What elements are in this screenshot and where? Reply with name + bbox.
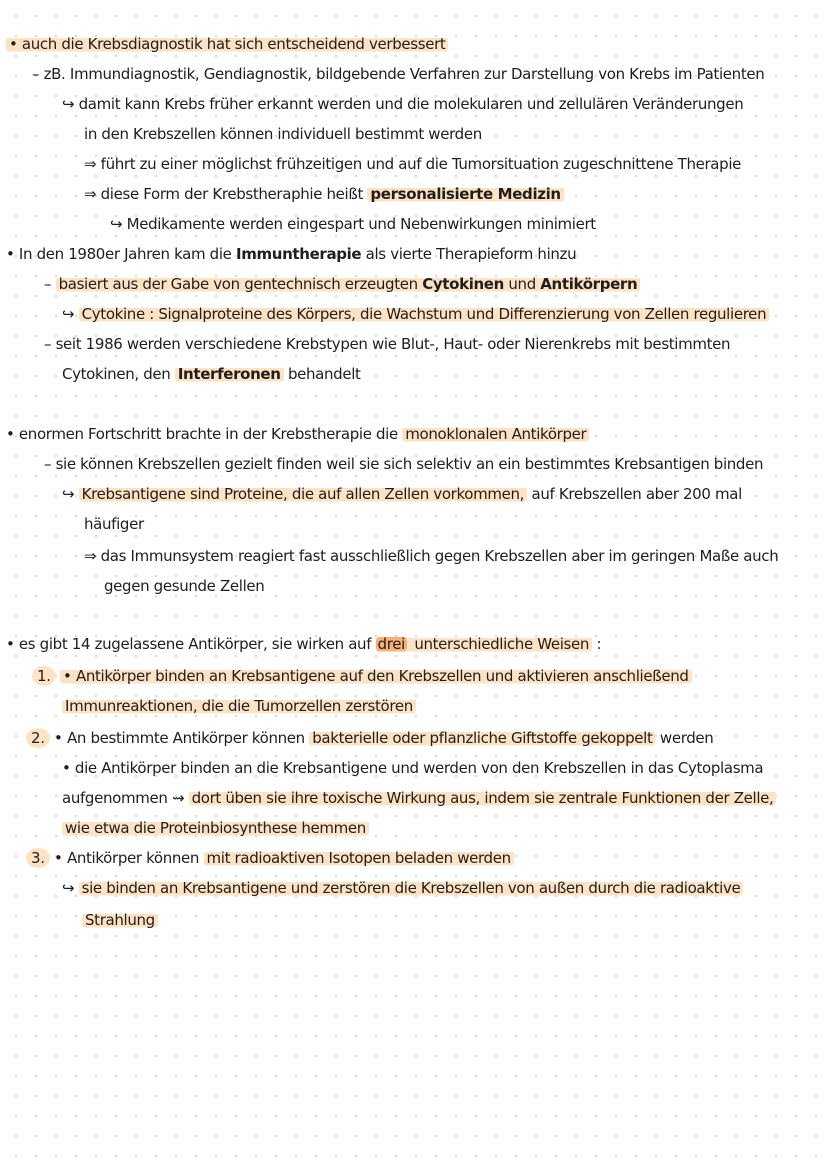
- line-19: • es gibt 14 zugelassene Antikörper, sie wirken auf drei unterschiedliche Weisen :: [6, 635, 602, 653]
- line-4: in den Krebszellen können individuell bestimmt werden: [84, 125, 482, 143]
- line-10: ↪ Cytokine : Signalproteine des Körpers, die Wachstum und Differenzierung von Zellen regulieren: [62, 304, 769, 324]
- line-24: aufgenommen ⇝ dort üben sie ihre toxische Wirkung aus, indem sie zentrale Funktionen der Zelle,: [62, 788, 776, 808]
- line-6: ⇒ diese Form der Krebstheraphie heißt personalisierte Medizin: [84, 184, 564, 204]
- line-21: Immunreaktionen, die die Tumorzellen zerstören: [62, 696, 416, 716]
- line-3: ↪ damit kann Krebs früher erkannt werden und die molekularen und zellulären Veränderungen: [62, 95, 744, 113]
- list-number-3: 3.: [26, 848, 50, 868]
- line-23: • die Antikörper binden an die Krebsantigene und werden von den Krebszellen in das Cytoplasma: [62, 759, 764, 777]
- arrow-icon: ↪: [62, 95, 75, 113]
- list-number-2: 2.: [26, 728, 50, 748]
- term-interferonen: Interferonen: [175, 365, 284, 383]
- line-13: • enormen Fortschritt brachte in der Krebstherapie die monoklonalen Antikörper: [6, 424, 589, 444]
- line-12: Cytokinen, den Interferonen behandelt: [62, 365, 361, 383]
- line-8: • In den 1980er Jahren kam die Immuntherapie als vierte Therapieform hinzu: [6, 245, 577, 263]
- term-cytokinen: Cytokinen: [422, 275, 504, 293]
- term-personalisierte-medizin: personalisierte Medizin: [367, 185, 563, 203]
- line-17: ⇒ das Immunsystem reagiert fast ausschließlich gegen Krebszellen aber im geringen Maße auch: [84, 547, 779, 565]
- line-28: Strahlung: [82, 910, 158, 930]
- line-26: 3. • Antikörper können mit radioaktiven Isotopen beladen werden: [26, 848, 514, 868]
- term-immuntherapie: Immuntherapie: [235, 245, 362, 263]
- line-25: wie etwa die Proteinbiosynthese hemmen: [62, 818, 369, 838]
- line-27: ↪ sie binden an Krebsantigene und zerstören die Krebszellen von außen durch die radioaktive: [62, 878, 743, 898]
- line-16: häufiger: [84, 515, 144, 533]
- line-14: – sie können Krebszellen gezielt finden weil sie sich selektiv an ein bestimmtes Krebsantigen binden: [44, 455, 764, 473]
- arrow-icon: ↪: [62, 879, 75, 897]
- line-18: gegen gesunde Zellen: [104, 577, 265, 595]
- term-antikoerpern: Antikörpern: [540, 275, 638, 293]
- line-1: • auch die Krebsdiagnostik hat sich entscheidend verbessert: [6, 34, 448, 54]
- line-22: 2. • An bestimmte Antikörper können bakterielle oder pflanzliche Giftstoffe gekoppelt werden: [26, 728, 713, 748]
- list-number-1: 1.: [32, 666, 56, 686]
- line-20: 1. • Antikörper binden an Krebsantigene auf den Krebszellen und aktivieren anschließend: [32, 666, 692, 686]
- line-11: – seit 1986 werden verschiedene Krebstypen wie Blut-, Haut- oder Nierenkrebs mit bestimmten: [44, 335, 731, 353]
- line-2: – zB. Immundiagnostik, Gendiagnostik, bildgebende Verfahren zur Darstellung von Krebs im Patienten: [32, 65, 765, 83]
- line-15: ↪ Krebsantigene sind Proteine, die auf allen Zellen vorkommen, auf Krebszellen aber 200 mal: [62, 485, 742, 503]
- line-7: ↪ Medikamente werden eingespart und Nebenwirkungen minimiert: [110, 215, 596, 233]
- line-5: ⇒ führt zu einer möglichst frühzeitigen und auf die Tumorsituation zugeschnittene Therapie: [84, 155, 742, 173]
- arrow-icon: ↪: [62, 485, 75, 503]
- arrow-icon: ↪: [62, 305, 75, 323]
- line-9: – basiert aus der Gabe von gentechnisch erzeugten Cytokinen und Antikörpern: [44, 274, 640, 294]
